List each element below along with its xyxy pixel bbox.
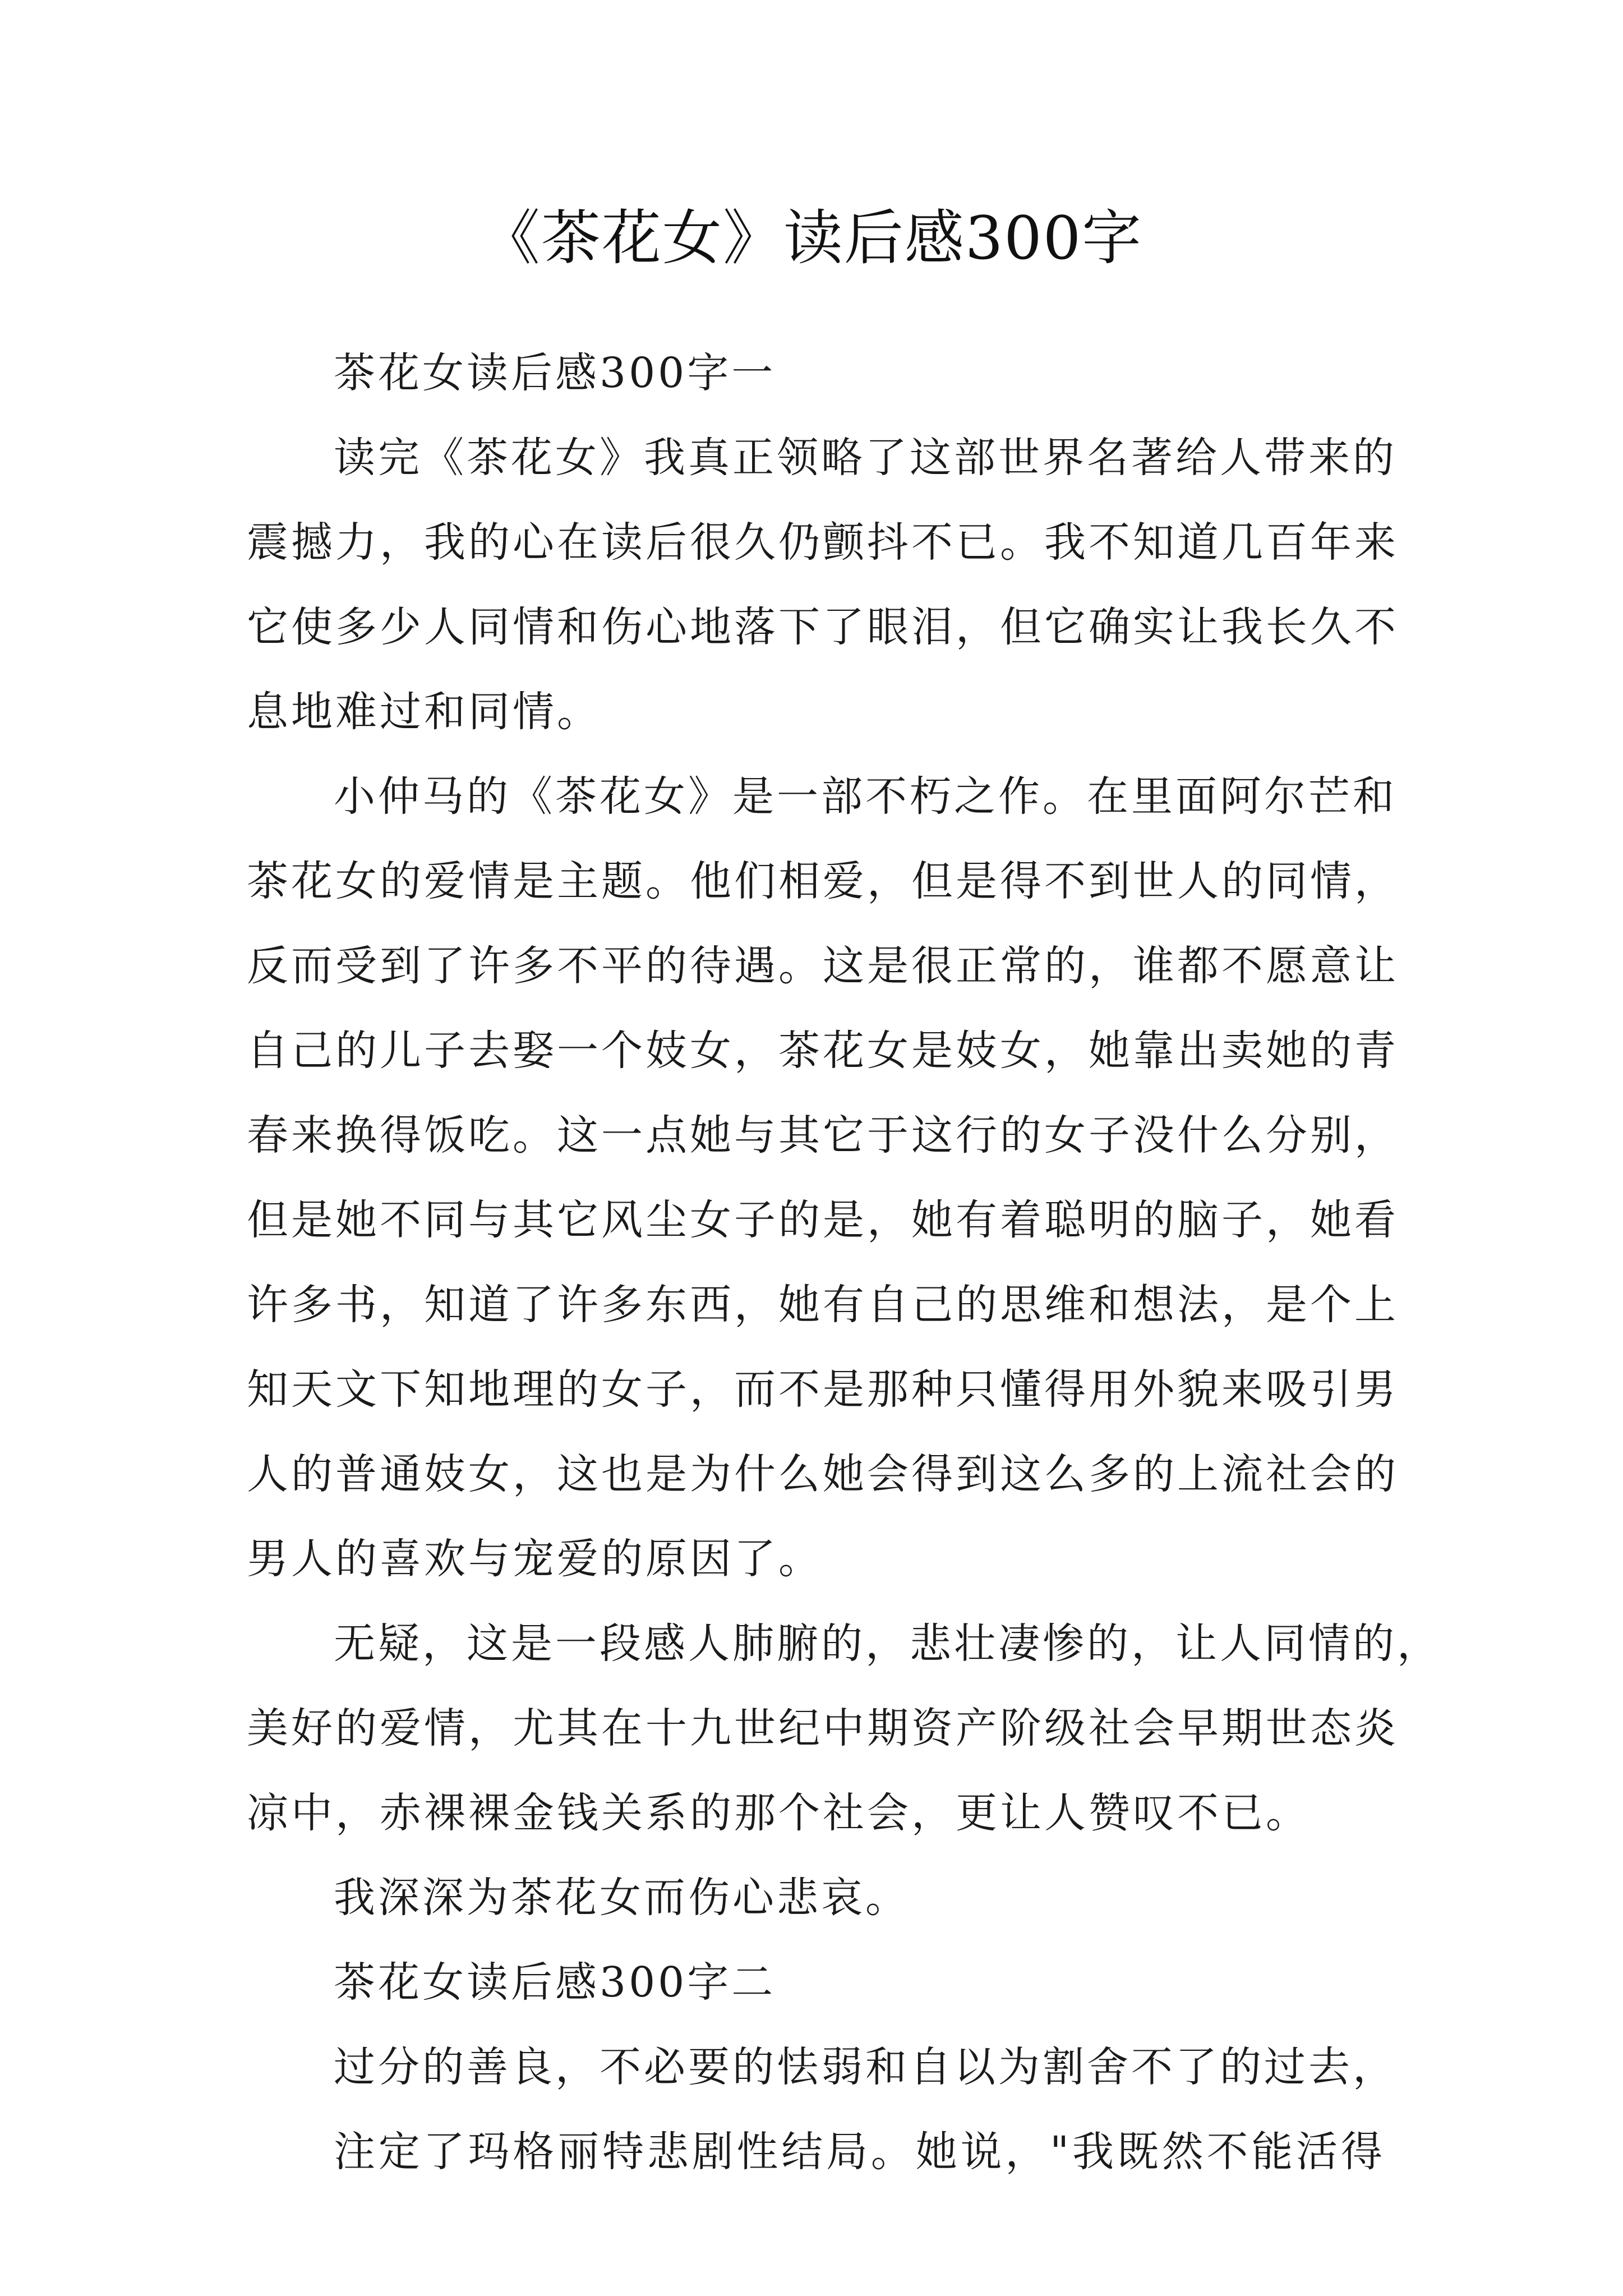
- document-body: [247, 331, 1441, 2194]
- text-line: 震撼力，我的心在读后很久仍颤抖不已。我不知道几百年来: [247, 518, 1399, 567]
- text-line: 反而受到了许多不平的待遇。这是很正常的，谁都不愿意让: [247, 942, 1399, 990]
- text-line: 过分的善良，不必要的怯弱和自以为割舍不了的过去，: [334, 2043, 1397, 2091]
- text-line: 小仲马的《茶花女》是一部不朽之作。在里面阿尔芒和: [334, 772, 1397, 821]
- text-line: 它使多少人同情和伤心地落下了眼泪，但它确实让我长久不: [247, 603, 1399, 651]
- text-line: 人的普通妓女，这也是为什么她会得到这么多的上流社会的: [247, 1450, 1399, 1498]
- text-line: 无疑，这是一段感人肺腑的，悲壮凄惨的，让人同情的，: [334, 1619, 1441, 1668]
- text-line: 茶花女读后感300字一: [334, 349, 776, 397]
- text-line: 读完《茶花女》我真正领略了这部世界名著给人带来的: [334, 434, 1397, 482]
- text-line: 美好的爱情，尤其在十九世纪中期资产阶级社会早期世态炎: [247, 1704, 1399, 1752]
- text-line: 息地难过和同情。: [247, 688, 601, 736]
- text-line: 男人的喜欢与宠爱的原因了。: [247, 1535, 823, 1583]
- text-line: 茶花女的爱情是主题。他们相爱，但是得不到世人的同情，: [247, 857, 1399, 905]
- text-line: 凉中，赤裸裸金钱关系的那个社会，更让人赞叹不已。: [247, 1789, 1310, 1837]
- text-line: 许多书，知道了许多东西，她有自己的思维和想法，是个上: [247, 1281, 1399, 1329]
- text-line: 我深深为茶花女而伤心悲哀。: [334, 1874, 910, 1922]
- text-line: 注定了玛格丽特悲剧性结局。她说，"我既然不能活得: [334, 2128, 1385, 2176]
- text-line: 自己的儿子去娶一个妓女，茶花女是妓女，她靠出卖她的青: [247, 1027, 1399, 1075]
- page-title: 《茶花女》读后感300字: [480, 204, 1143, 273]
- text-line: 茶花女读后感300字二: [334, 1958, 776, 2007]
- text-line: 知天文下知地理的女子，而不是那种只懂得用外貌来吸引男: [247, 1365, 1399, 1414]
- text-line: 春来换得饭吃。这一点她与其它于这行的女子没什么分别，: [247, 1111, 1399, 1159]
- text-line: 但是她不同与其它风尘女子的是，她有着聪明的脑子，她看: [247, 1196, 1399, 1244]
